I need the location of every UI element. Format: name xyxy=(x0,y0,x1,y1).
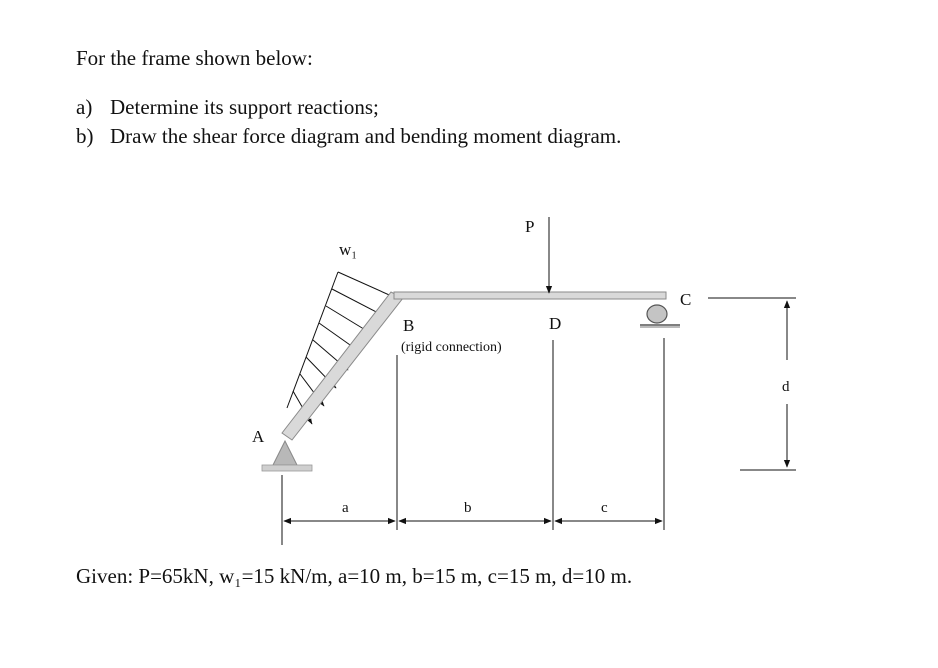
question-b-label: b) xyxy=(76,124,94,148)
dimension-d xyxy=(782,301,790,467)
rigid-connection-note: (rigid connection) xyxy=(401,340,502,355)
given-values: Given: P=65kN, w₁=15 kN/m, a=10 m, b=15 m, c=15 m, d=10 m. xyxy=(76,564,633,588)
dimension-d-label: d xyxy=(782,379,790,395)
load-p-label: P xyxy=(525,217,535,236)
point-c-label: C xyxy=(680,290,692,309)
point-b-label: B xyxy=(403,316,415,335)
question-b-text: Draw the shear force diagram and bending moment diagram. xyxy=(110,124,622,148)
roller-support-c xyxy=(640,305,680,327)
roller-circle xyxy=(647,305,667,323)
load-w1-label: w₁ xyxy=(339,240,358,259)
pin-ground xyxy=(262,465,312,471)
dimension-c xyxy=(555,500,662,521)
dimension-a xyxy=(284,500,395,521)
point-load-p xyxy=(525,217,549,293)
dimension-b-label: b xyxy=(464,500,472,516)
question-a-label: a) xyxy=(76,95,93,119)
distributed-load-w1 xyxy=(287,272,396,424)
dimension-c-label: c xyxy=(601,500,608,516)
question-a-text: Determine its support reactions; xyxy=(110,95,379,119)
pin-triangle xyxy=(273,441,297,465)
pin-support-a xyxy=(262,441,312,471)
load-arrow xyxy=(338,272,396,298)
dimension-a-label: a xyxy=(342,500,349,516)
horizontal-member-bc xyxy=(394,292,666,299)
point-a-label: A xyxy=(252,427,265,446)
intro-text: For the frame shown below: xyxy=(76,46,313,70)
dimension-b xyxy=(399,500,551,521)
point-d-label: D xyxy=(549,314,562,333)
inclined-member-ab xyxy=(282,292,403,440)
